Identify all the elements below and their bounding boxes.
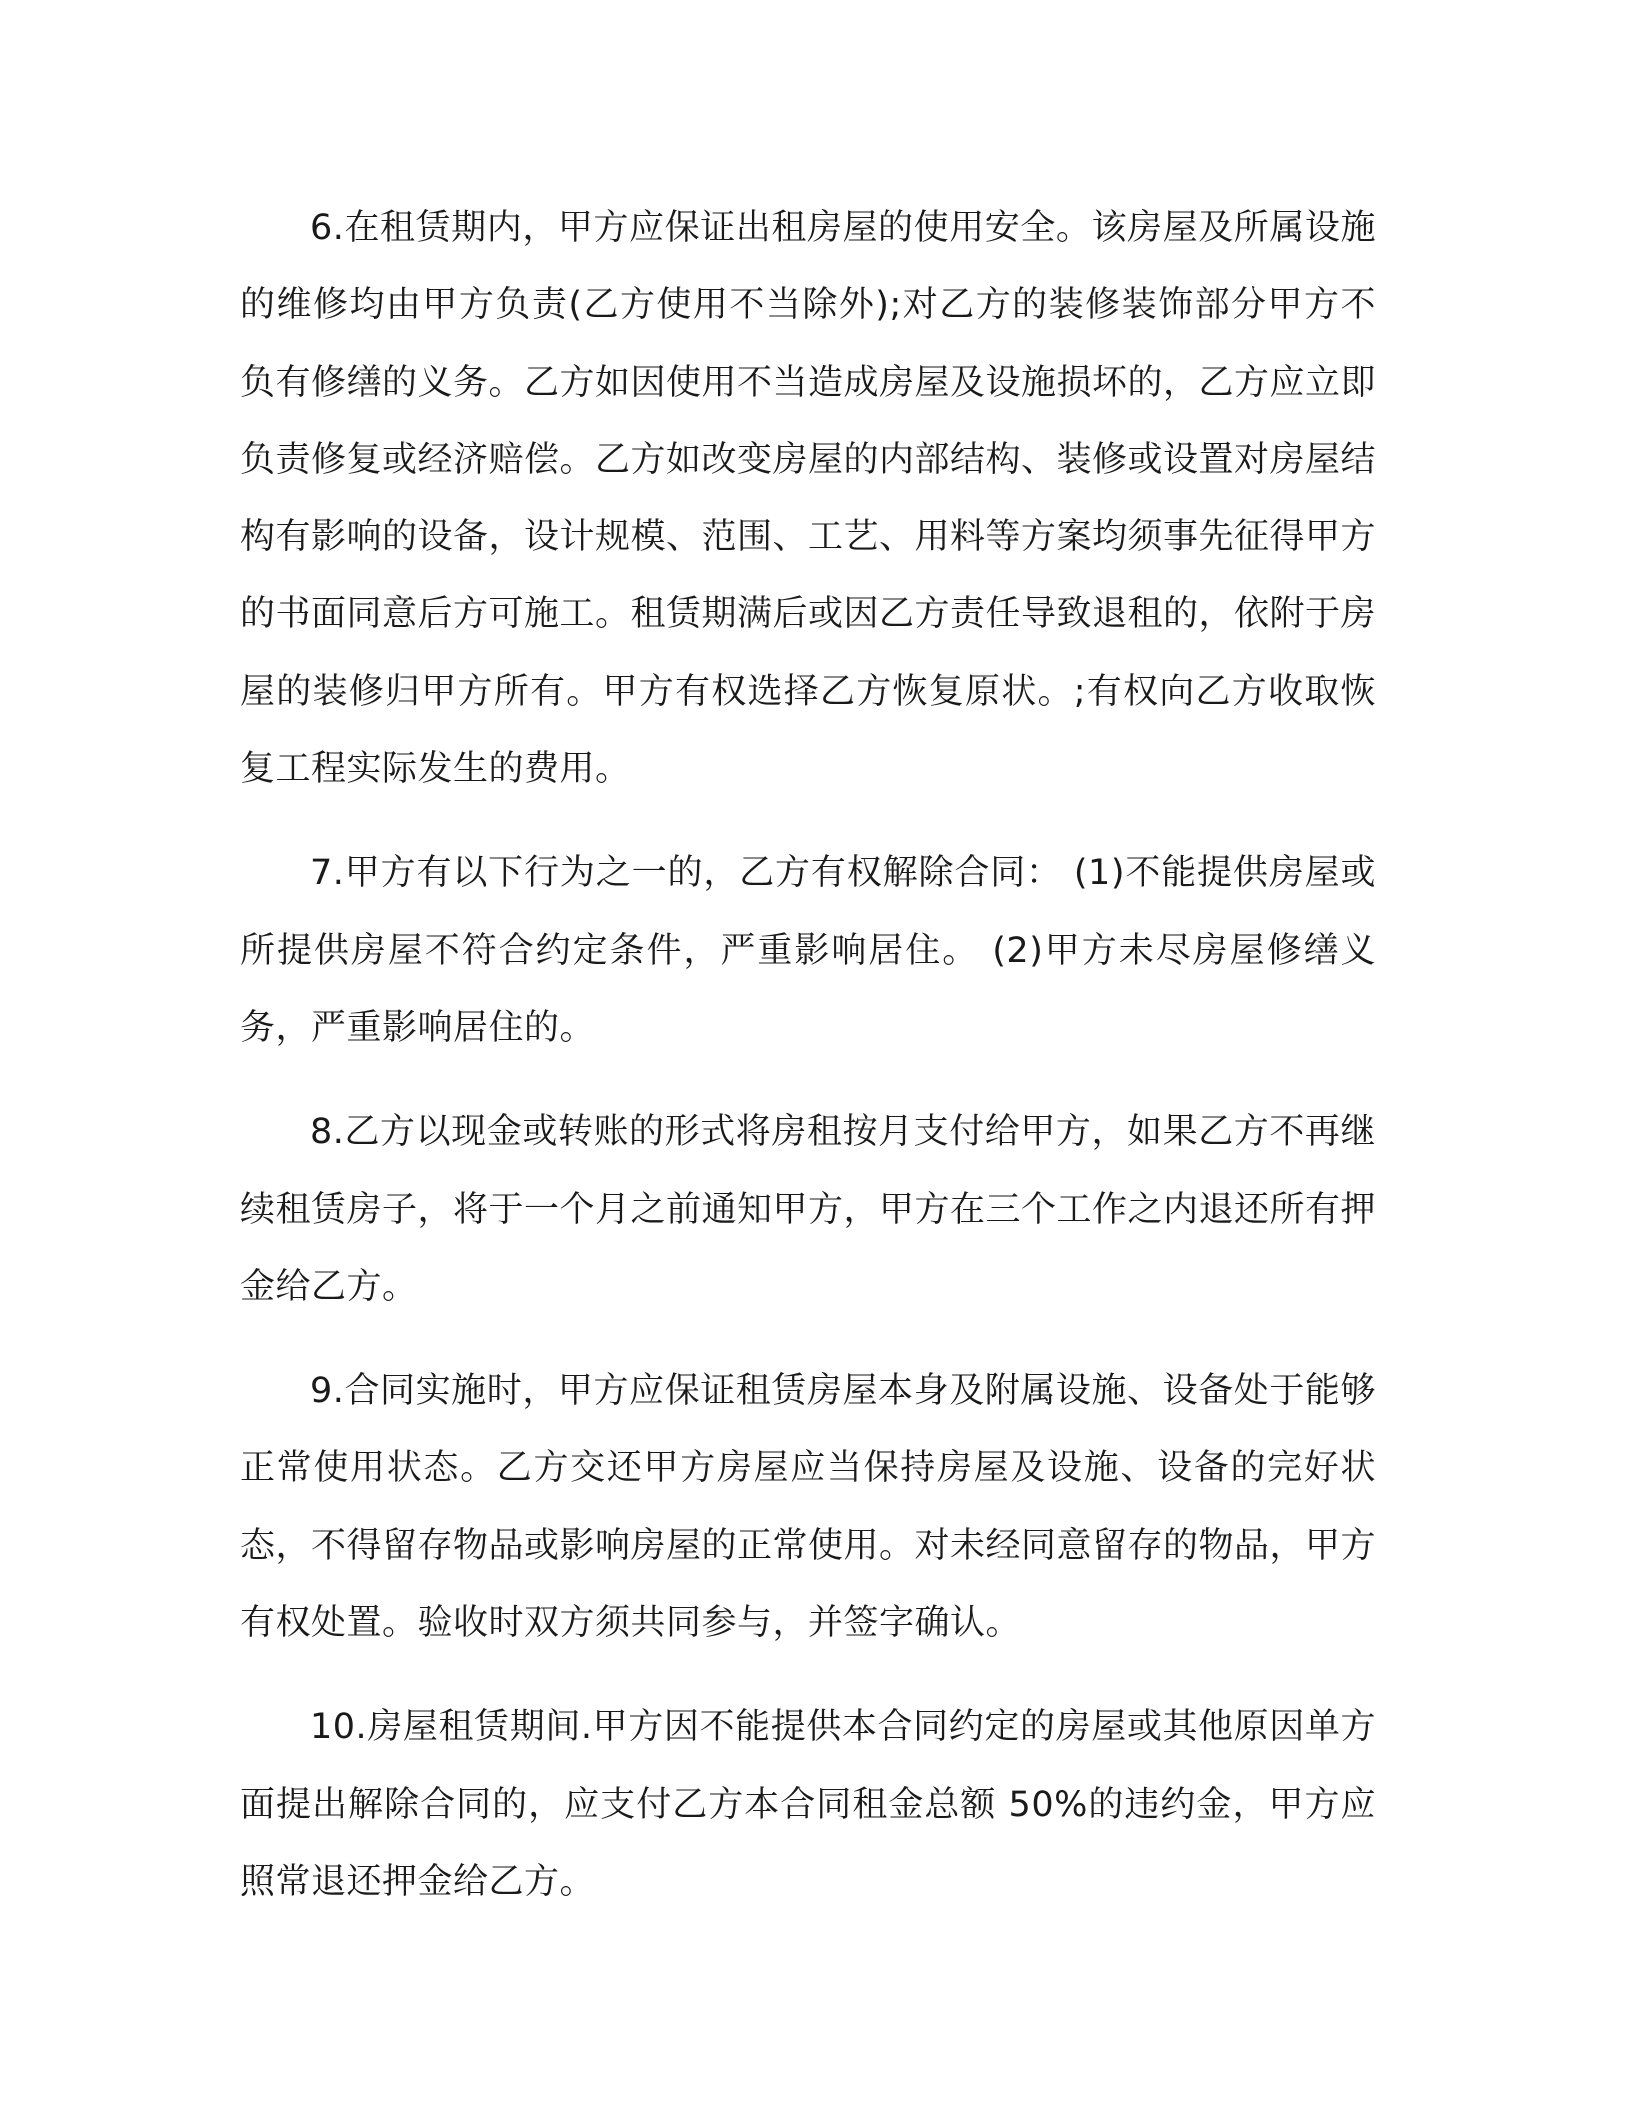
clause-10-paragraph: 10.房屋租赁期间.甲方因不能提供本合同约定的房屋或其他原因单方面提出解除合同的，应支付乙方本合同租金总额 50%的违约金，甲方应照常退还押金给乙方。 [240,1707,1376,1902]
document-body [240,190,1376,1948]
clause-8-paragraph: 8.乙方以现金或转账的形式将房租按月支付给甲方，如果乙方不再继续租赁房子，将于一个月之前通知甲方，甲方在三个工作之内退还所有押金给乙方。 [240,1112,1377,1307]
clause-7-paragraph: 7.甲方有以下行为之一的，乙方有权解除合同： (1)不能提供房屋或所提供房屋不符合约定条件，严重影响居住。 (2)甲方未尽房屋修缮义务，严重影响居住的。 [240,853,1376,1048]
clause-9-paragraph: 9.合同实施时，甲方应保证租赁房屋本身及附属设施、设备处于能够正常使用状态。乙方交还甲方房屋应当保持房屋及设施、设备的完好状态，不得留存物品或影响房屋的正常使用。对未经同意留存的物品，甲方有权处置。验收时双方须共同参与，并签字确认。 [240,1371,1377,1644]
clause-6-paragraph: 6.在租赁期内，甲方应保证出租房屋的使用安全。该房屋及所属设施的维修均由甲方负责(乙方使用不当除外);对乙方的装修装饰部分甲方不负有修缮的义务。乙方如因使用不当造成房屋及设施损坏的，乙方应立即负责修复或经济赔偿。乙方如改变房屋的内部结构、装修或设置对房屋结构有影响的设备，设计规模、范围、工艺、用料等方案均须事先征得甲方的书面同意后方可施工。租赁期满后或因乙方责任导致退租的，依附于房屋的装修归甲方所有。甲方有权选择乙方恢复原状。;有权向乙方收取恢复工程实际发生的费用。 [240,208,1377,790]
